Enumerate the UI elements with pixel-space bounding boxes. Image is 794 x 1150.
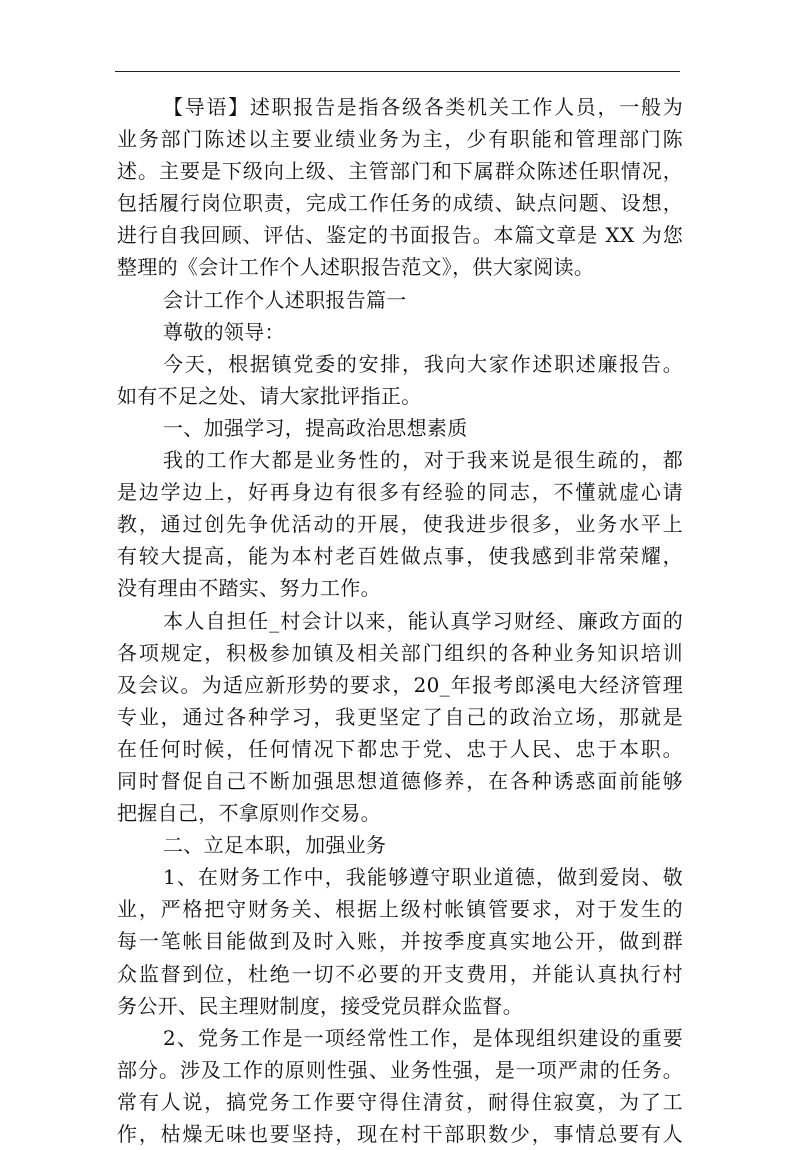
- text-line: 没有理由不踏实、努力工作。: [117, 576, 381, 601]
- text-line: 在任何时候，任何情况下都忠于党、忠于人民、忠于本职。: [117, 736, 683, 761]
- text-line: 同时督促自己不断加强思想道德修养，在各种诱惑面前能够: [117, 768, 683, 793]
- text-line: 业，严格把守财务关、根据上级村帐镇管要求，对于发生的: [117, 897, 683, 922]
- text-line: 我的工作大都是业务性的，对于我来说是很生疏的，都: [163, 448, 683, 473]
- text-line: 务公开、民主理财制度，接受党员群众监督。: [117, 993, 523, 1018]
- text-line: 部分。涉及工作的原则性强、业务性强，是一项严肃的任务。: [117, 1057, 683, 1082]
- text-line: 2、党务工作是一项经常性工作，是体现组织建设的重要: [163, 1025, 683, 1050]
- text-line: 有较大提高，能为本村老百姓做点事，使我感到非常荣耀，: [117, 544, 683, 569]
- text-line: 作，枯燥无味也要坚持，现在村干部职数少，事情总要有人: [117, 1122, 683, 1146]
- text-line: 包括履行岗位职责，完成工作任务的成绩、缺点问题、设想，: [117, 191, 683, 216]
- text-line: 每一笔帐目能做到及时入账，并按季度真实地公开，做到群: [117, 929, 683, 954]
- text-line: 二、立足本职，加强业务: [163, 833, 387, 858]
- text-line: 会计工作个人述职报告篇一: [163, 287, 407, 312]
- text-line: 一、加强学习，提高政治思想素质: [163, 415, 468, 440]
- text-line: 教，通过创先争优活动的开展，使我进步很多，业务水平上: [117, 512, 683, 537]
- text-line: 把握自己，不拿原则作交易。: [117, 801, 381, 826]
- text-line: 及会议。为适应新形势的要求，20_年报考郎溪电大经济管理: [117, 672, 683, 697]
- text-line: 整理的《会计工作个人述职报告范文》，供大家阅读。: [117, 255, 595, 280]
- text-line: 常有人说，搞党务工作要守得住清贫，耐得住寂寞，为了工: [117, 1089, 683, 1114]
- text-line: 是边学边上，好再身边有很多有经验的同志，不懂就虚心请: [117, 480, 683, 505]
- text-line: 【导语】述职报告是指各级各类机关工作人员，一般为: [163, 95, 683, 119]
- text-line: 今天，根据镇党委的安排，我向大家作述职述廉报告。: [163, 351, 683, 376]
- header-rule: [115, 71, 680, 72]
- text-line: 进行自我回顾、评估、鉴定的书面报告。本篇文章是 XX 为您: [117, 223, 683, 248]
- document-body: [117, 91, 683, 1150]
- text-line: 专业，通过各种学习，我更坚定了自己的政治立场，那就是: [117, 704, 683, 729]
- text-line: 各项规定，积极参加镇及相关部门组织的各种业务知识培训: [117, 640, 683, 665]
- text-line: 述。主要是下级向上级、主管部门和下属群众陈述任职情况，: [117, 159, 683, 184]
- text-line: 1、在财务工作中，我能够遵守职业道德，做到爱岗、敬: [163, 865, 683, 890]
- text-line: 本人自担任_村会计以来，能认真学习财经、廉政方面的: [163, 608, 683, 633]
- text-line: 如有不足之处、请大家批评指正。: [117, 383, 422, 408]
- text-line: 尊敬的领导：: [163, 319, 285, 344]
- text-line: 业务部门陈述以主要业绩业务为主，少有职能和管理部门陈: [117, 127, 683, 152]
- text-line: 众监督到位，杜绝一切不必要的开支费用，并能认真执行村: [117, 961, 683, 986]
